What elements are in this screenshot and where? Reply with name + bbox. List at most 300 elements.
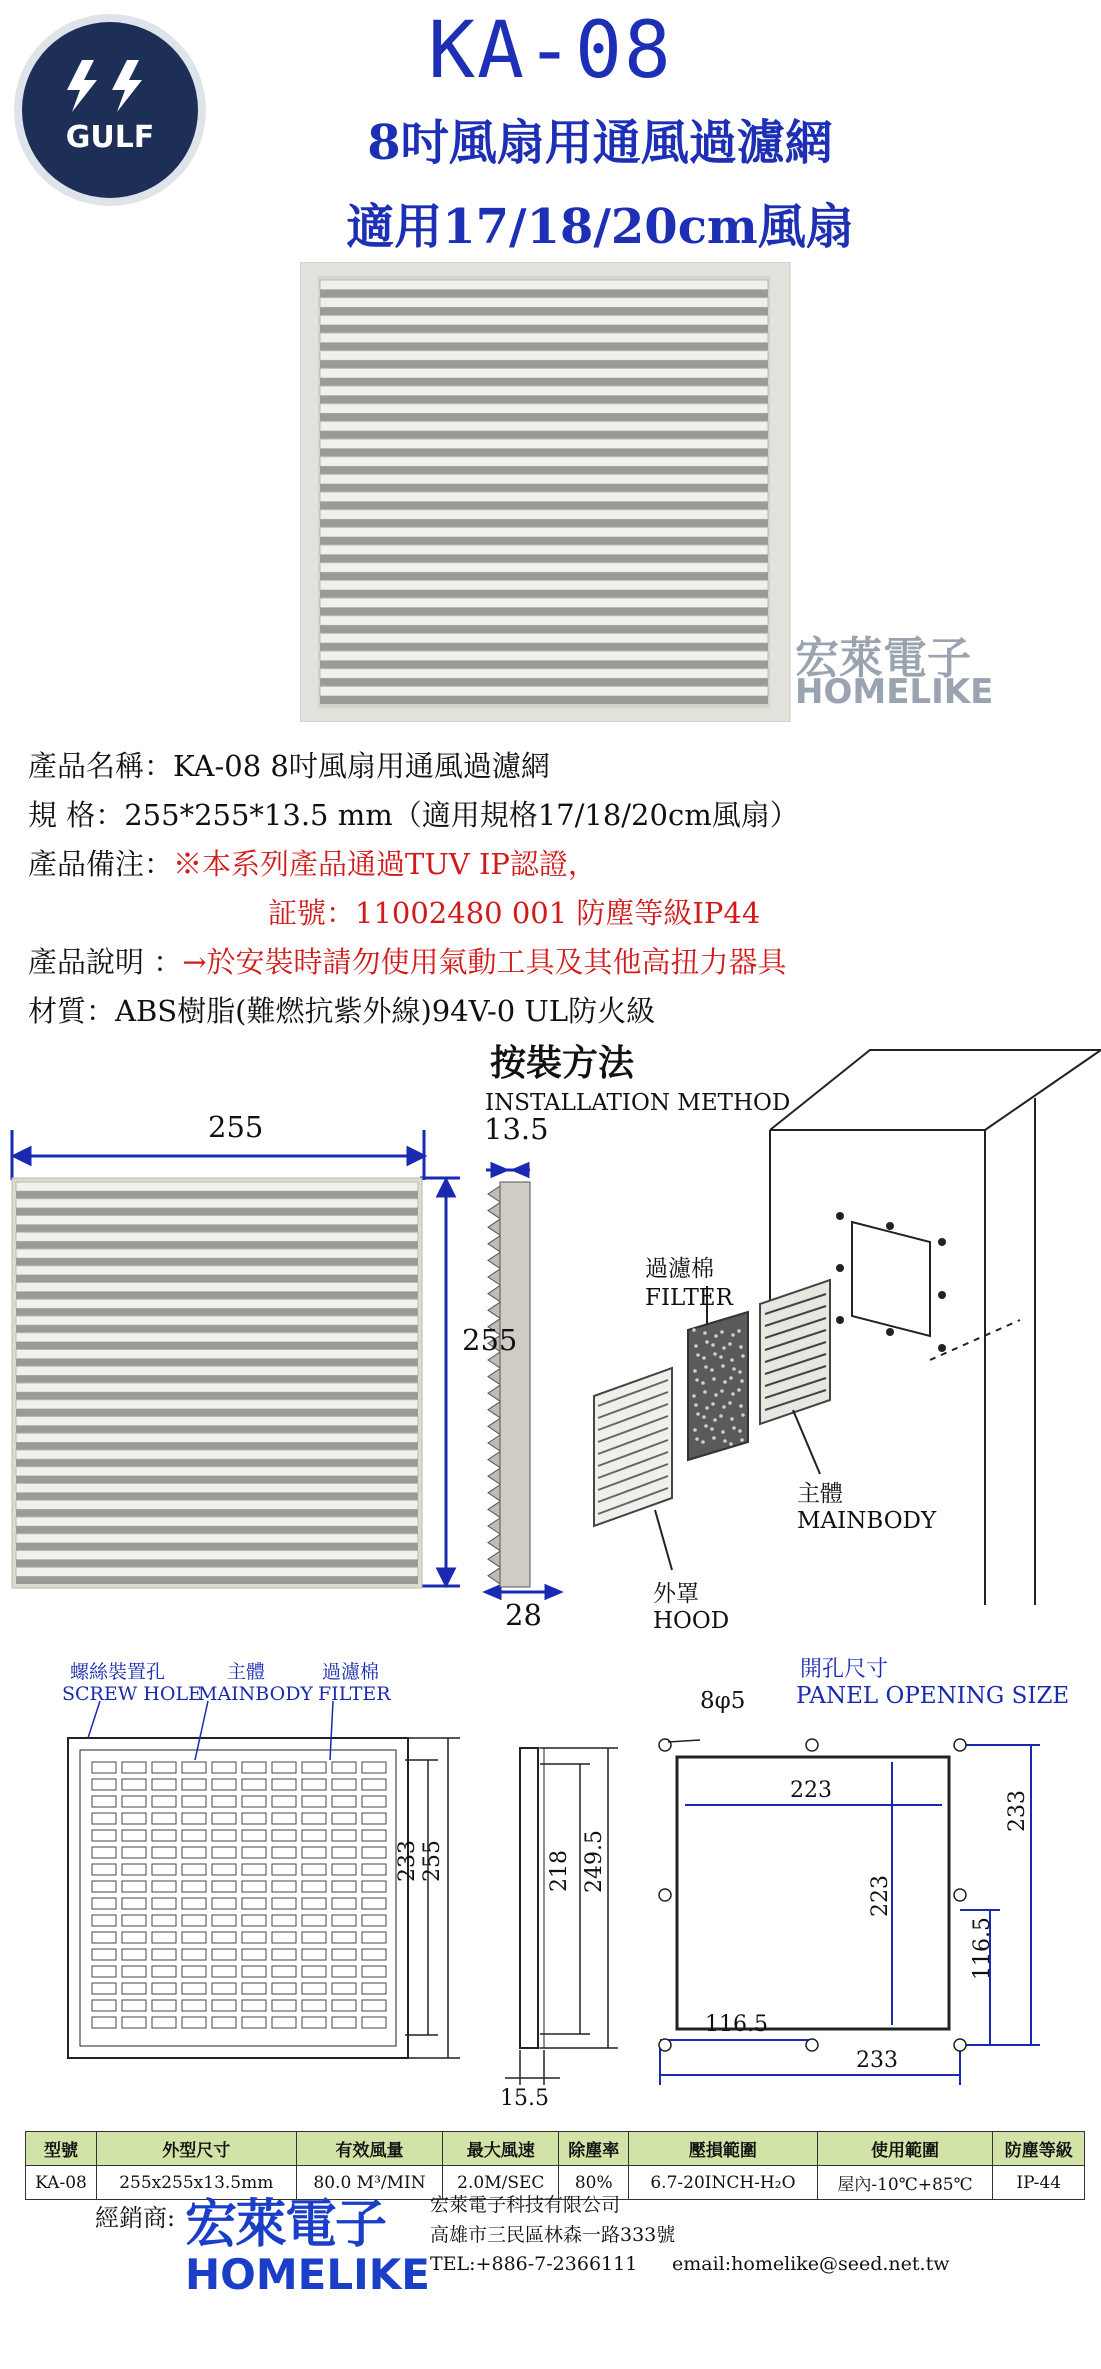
filter-dot <box>710 1368 714 1372</box>
grid-cell <box>272 1983 296 1994</box>
opening-233-width: 233 <box>856 2048 898 2073</box>
grid-cell <box>362 1847 386 1858</box>
filter-dot <box>705 1340 709 1344</box>
grid-cell <box>152 1983 176 1994</box>
filter-dot <box>702 1356 706 1360</box>
grid-cell <box>362 1983 386 1994</box>
louver-slat <box>320 545 768 555</box>
side-tooth <box>488 1302 500 1318</box>
grid-cell <box>122 1932 146 1943</box>
louver-gap <box>16 1292 418 1300</box>
filter-dot <box>714 1334 718 1338</box>
grid-cell <box>332 1932 356 1943</box>
product-photo <box>300 262 820 722</box>
drawing-dim-233: 233 <box>395 1840 420 1882</box>
filter-dot <box>711 1402 715 1406</box>
filter-dot <box>740 1379 744 1383</box>
side-tooth <box>488 1418 500 1434</box>
louver-slat <box>16 1400 418 1409</box>
grid-cell <box>302 1932 326 1943</box>
grid-cell <box>302 1762 326 1773</box>
opening-title-en: PANEL OPENING SIZE <box>796 1683 1070 1709</box>
grid-cell <box>212 1966 236 1977</box>
filter-dot <box>695 1378 699 1382</box>
grid-cell <box>152 1830 176 1841</box>
grid-cell <box>92 1983 116 1994</box>
louver-gap <box>16 1191 418 1199</box>
grid-cell <box>92 1762 116 1773</box>
grid-cell <box>242 1966 266 1977</box>
grid-cell <box>212 1847 236 1858</box>
filter-dot <box>704 1424 708 1428</box>
info-desc <box>28 940 787 981</box>
grid-cell <box>92 1830 116 1841</box>
note-label: 產品備注： <box>28 847 174 881</box>
side-tooth <box>488 1551 500 1567</box>
grid-cell <box>332 1966 356 1977</box>
material-label: 材質： <box>28 994 116 1028</box>
grid-cell <box>302 1881 326 1892</box>
grid-cell <box>182 1796 206 1807</box>
louver-gap <box>16 1258 418 1266</box>
filter-label-cn: 過濾棉 <box>645 1256 714 1282</box>
louver-slat <box>16 1551 418 1560</box>
grid-cell <box>182 1813 206 1824</box>
louver-gap <box>320 519 768 527</box>
grid-cell <box>272 1847 296 1858</box>
grid-cell <box>242 1932 266 1943</box>
grid-cell <box>152 1949 176 1960</box>
grid-cell <box>152 1881 176 1892</box>
side-tooth <box>488 1269 500 1285</box>
side-tooth <box>488 1468 500 1484</box>
louver-gap <box>320 678 768 686</box>
drawing-mainbody-cn: 主體 <box>227 1661 266 1683</box>
grid-cell <box>332 1983 356 1994</box>
spec-label: 規 格： <box>28 798 125 832</box>
louver-slat <box>320 368 768 378</box>
filter-dot <box>704 1365 708 1369</box>
filter-dot <box>723 1439 727 1443</box>
grid-cell <box>332 2017 356 2028</box>
hood-label-cn: 外罩 <box>653 1581 699 1607</box>
table-cell: IP-44 <box>993 2166 1085 2200</box>
louver-slat <box>320 474 768 484</box>
grid-cell <box>362 1813 386 1824</box>
louver-slat <box>320 527 768 537</box>
grid-cell <box>182 2017 206 2028</box>
table-header-cell: 防塵等級 <box>993 2132 1085 2166</box>
grid-cell <box>92 1813 116 1824</box>
louver-gap <box>320 360 768 368</box>
grid-cell <box>212 1983 236 1994</box>
filter-dot <box>732 1367 736 1371</box>
opening-116-5-horizontal: 116.5 <box>705 2012 768 2037</box>
grid-cell <box>332 1779 356 1790</box>
louver-gap <box>320 466 768 474</box>
louver-gap <box>320 661 768 669</box>
louver-gap <box>320 590 768 598</box>
filter-dot <box>728 1342 732 1346</box>
filter-dot <box>731 1333 735 1337</box>
louver-gap <box>16 1342 418 1350</box>
filter-dot <box>694 1403 698 1407</box>
grid-cell <box>152 1966 176 1977</box>
title-line-2: 適用17/18/20cm風扇 <box>346 199 854 255</box>
grid-cell <box>212 1915 236 1926</box>
grid-cell <box>272 2000 296 2011</box>
grid-cell <box>152 1898 176 1909</box>
louver-slat <box>16 1517 418 1526</box>
info-material <box>28 989 655 1030</box>
note-value-1: ※本系列產品通過TUV IP認證， <box>173 847 597 881</box>
opening-title-cn: 開孔尺寸 <box>800 1657 889 1682</box>
side-tooth <box>488 1252 500 1268</box>
filter-dot <box>741 1413 745 1417</box>
grid-cell <box>182 2000 206 2011</box>
grid-cell <box>182 1966 206 1977</box>
side-tooth <box>488 1219 500 1235</box>
grid-cell <box>302 1898 326 1909</box>
grid-cell <box>242 2000 266 2011</box>
desc-label: 產品說明 ： <box>28 945 183 979</box>
grid-cell <box>242 1949 266 1960</box>
grid-cell <box>242 1813 266 1824</box>
footer-brand-en: HOMELIKE <box>185 2250 430 2299</box>
desc-value: →於安裝時請勿使用氣動工具及其他高扭力器具 <box>182 945 787 979</box>
louver-gap <box>16 1241 418 1249</box>
grid-cell <box>242 2017 266 2028</box>
grid-cell <box>152 1813 176 1824</box>
info-name <box>28 744 550 785</box>
drawing-mainbody-en: MAINBODY <box>198 1683 313 1705</box>
louver-slat <box>320 633 768 643</box>
louver-slat <box>16 1182 418 1191</box>
louver-slat <box>320 510 768 520</box>
dim-depth-13-5: 13.5 <box>484 1112 549 1146</box>
louver-slat <box>16 1216 418 1225</box>
grid-cell <box>122 1847 146 1858</box>
filter-dot <box>701 1440 705 1444</box>
louver-gap <box>320 449 768 457</box>
filter-dot <box>713 1352 717 1356</box>
grid-cell <box>272 1779 296 1790</box>
louver-slat <box>16 1567 418 1576</box>
filter-dot <box>720 1389 724 1393</box>
grid-cell <box>332 1830 356 1841</box>
filter-dot <box>719 1414 723 1418</box>
grid-cell <box>92 1898 116 1909</box>
grid-cell <box>212 2017 236 2028</box>
louver-gap <box>320 396 768 404</box>
company-name: 宏萊電子科技有限公司 <box>430 2194 621 2216</box>
grid-cell <box>302 1915 326 1926</box>
grid-cell <box>272 1864 296 1875</box>
louver-gap <box>320 343 768 351</box>
grid-cell <box>272 1966 296 1977</box>
louver-slat <box>16 1484 418 1493</box>
side-tooth <box>488 1186 500 1202</box>
drawing-filter-en: FILTER <box>318 1683 391 1705</box>
grid-cell <box>92 2000 116 2011</box>
filter-dot <box>693 1369 697 1373</box>
grid-cell <box>302 2000 326 2011</box>
louver-slat <box>320 439 768 449</box>
grid-cell <box>152 1796 176 1807</box>
grid-cell <box>92 1779 116 1790</box>
drawing-dim-255: 255 <box>420 1840 445 1882</box>
grid-cell <box>332 1762 356 1773</box>
grid-cell <box>122 1983 146 1994</box>
filter-dot <box>703 1331 707 1335</box>
grid-cell <box>92 1881 116 1892</box>
filter-dot <box>739 1404 743 1408</box>
opening-116-5-vertical: 116.5 <box>970 1917 995 1980</box>
filter-dot <box>702 1415 706 1419</box>
filter-dot <box>728 1401 732 1405</box>
grid-cell <box>362 1966 386 1977</box>
grid-cell <box>122 1915 146 1926</box>
filter-dot <box>737 1388 741 1392</box>
louver-gap <box>16 1526 418 1534</box>
drawing-dim-249-5: 249.5 <box>582 1830 607 1893</box>
louver-slat <box>16 1199 418 1208</box>
grid-cell <box>272 1796 296 1807</box>
grid-cell <box>242 1881 266 1892</box>
grid-cell <box>302 1966 326 1977</box>
table-header-cell: 有效風量 <box>296 2132 443 2166</box>
grid-cell <box>92 1847 116 1858</box>
grid-cell <box>182 1847 206 1858</box>
filter-dot <box>711 1343 715 1347</box>
table-header-cell: 壓損範圍 <box>629 2132 817 2166</box>
side-tooth <box>488 1501 500 1517</box>
grid-cell <box>242 1847 266 1858</box>
technical-drawing <box>0 1700 1101 2120</box>
louver-gap <box>16 1208 418 1216</box>
louver-gap <box>320 572 768 580</box>
louver-gap <box>16 1375 418 1383</box>
filter-dot <box>722 1405 726 1409</box>
side-tooth <box>488 1385 500 1401</box>
dim-height-255: 255 <box>462 1323 518 1357</box>
grid-cell <box>122 1796 146 1807</box>
side-tooth <box>488 1236 500 1252</box>
table-header-cell: 除塵率 <box>559 2132 629 2166</box>
filter-dot <box>705 1406 709 1410</box>
opening-233-height: 233 <box>1005 1790 1030 1832</box>
info-note <box>28 842 597 883</box>
drawing-filter-cn: 過濾棉 <box>322 1661 380 1683</box>
side-tooth <box>488 1568 500 1584</box>
table-header-cell: 最大風速 <box>443 2132 559 2166</box>
table-cell: 255x255x13.5mm <box>97 2166 297 2200</box>
louver-slat <box>16 1366 418 1375</box>
table-cell: KA-08 <box>26 2166 97 2200</box>
grid-cell <box>92 1932 116 1943</box>
filter-dot <box>695 1437 699 1441</box>
louver-slat <box>320 280 768 290</box>
louver-gap <box>16 1409 418 1417</box>
louver-slat <box>320 580 768 590</box>
filter-dot <box>730 1417 734 1421</box>
grid-cell <box>182 1949 206 1960</box>
spec-table-header <box>26 2132 1085 2166</box>
grid-cell <box>212 1932 236 1943</box>
grid-cell <box>362 2017 386 2028</box>
louver-slat <box>320 651 768 661</box>
grid-cell <box>362 1830 386 1841</box>
louver-slat <box>16 1283 418 1292</box>
louver-gap <box>320 378 768 386</box>
filter-dot <box>730 1358 734 1362</box>
grid-cell <box>362 1779 386 1790</box>
filter-dot <box>741 1354 745 1358</box>
logo-text: GULF <box>65 120 155 155</box>
louver-slat <box>320 315 768 325</box>
louver-gap <box>320 502 768 510</box>
grid-cell <box>122 1898 146 1909</box>
grid-cell <box>242 1864 266 1875</box>
louver-gap <box>16 1493 418 1501</box>
louver-slat <box>320 669 768 679</box>
filter-dot <box>719 1355 723 1359</box>
side-tooth <box>488 1435 500 1451</box>
grid-cell <box>182 1762 206 1773</box>
grid-cell <box>152 2000 176 2011</box>
filter-dot <box>696 1412 700 1416</box>
filter-dot <box>701 1381 705 1385</box>
grid-cell <box>152 1779 176 1790</box>
side-tooth <box>488 1485 500 1501</box>
grid-cell <box>92 1949 116 1960</box>
info-spec <box>28 793 799 834</box>
side-tooth <box>488 1452 500 1468</box>
filter-dot <box>739 1345 743 1349</box>
grid-cell <box>152 1915 176 1926</box>
grid-cell <box>122 1949 146 1960</box>
louver-gap <box>320 625 768 633</box>
grid-cell <box>92 1966 116 1977</box>
filter-dot <box>703 1390 707 1394</box>
company-address: 高雄市三民區林森一路333號 <box>430 2224 676 2246</box>
louver-slat <box>16 1417 418 1426</box>
grid-cell <box>332 1915 356 1926</box>
louver-slat <box>320 351 768 361</box>
filter-dot <box>731 1392 735 1396</box>
louver-gap <box>16 1325 418 1333</box>
table-header-cell: 外型尺寸 <box>97 2132 297 2166</box>
louver-gap <box>16 1225 418 1233</box>
table-cell: 80% <box>559 2166 629 2200</box>
hood-label-en: HOOD <box>653 1608 730 1634</box>
grid-cell <box>362 1932 386 1943</box>
spec-value: 255*255*13.5 mm（適用規格17/18/20cm風扇） <box>124 798 799 832</box>
grid-cell <box>362 1796 386 1807</box>
table-header-cell: 使用範圍 <box>817 2132 993 2166</box>
louver-slat <box>16 1383 418 1392</box>
grid-cell <box>152 2017 176 2028</box>
louver-gap <box>16 1459 418 1467</box>
grid-cell <box>122 1966 146 1977</box>
grid-cell <box>332 2000 356 2011</box>
louver-gap <box>320 696 768 704</box>
grid-cell <box>272 1932 296 1943</box>
side-tooth <box>488 1535 500 1551</box>
louver-slat <box>320 616 768 626</box>
louver-slat <box>320 404 768 414</box>
drawing-dim-218: 218 <box>547 1850 572 1892</box>
grid-cell <box>122 1881 146 1892</box>
grid-cell <box>302 1847 326 1858</box>
louver-gap <box>320 431 768 439</box>
grid-cell <box>152 1847 176 1858</box>
grid-cell <box>242 1983 266 1994</box>
louver-gap <box>16 1275 418 1283</box>
grid-cell <box>332 1898 356 1909</box>
louver-slat <box>320 686 768 696</box>
louver-gap <box>16 1576 418 1584</box>
screw-hole-en: SCREW HOLE <box>62 1683 202 1705</box>
screw-hole-cn: 螺絲裝置孔 <box>70 1661 166 1683</box>
material-value: ABS樹脂(難燃抗紫外線)94V-0 UL防火級 <box>115 994 656 1028</box>
grid-cell <box>212 2000 236 2011</box>
louver-slat <box>320 386 768 396</box>
grid-cell <box>122 1830 146 1841</box>
opening-223-width: 223 <box>790 1778 832 1803</box>
hole-note: 8φ5 <box>700 1688 746 1714</box>
installation-title-cn: 按裝方法 <box>490 1042 635 1084</box>
table-header-cell: 型號 <box>26 2132 97 2166</box>
grid-cell <box>122 1779 146 1790</box>
louver-gap <box>16 1543 418 1551</box>
louver-gap <box>320 608 768 616</box>
grid-cell <box>302 1779 326 1790</box>
louver-slat <box>16 1350 418 1359</box>
louver-slat <box>16 1249 418 1258</box>
louver-gap <box>16 1308 418 1316</box>
grid-cell <box>242 1796 266 1807</box>
grid-cell <box>362 1915 386 1926</box>
louver-gap <box>16 1442 418 1450</box>
grid-cell <box>362 1881 386 1892</box>
side-tooth <box>488 1286 500 1302</box>
grid-cell <box>92 2017 116 2028</box>
louver-slat <box>320 492 768 502</box>
grid-cell <box>272 1898 296 1909</box>
grid-cell <box>302 1983 326 1994</box>
grid-cell <box>92 1864 116 1875</box>
louver-slat <box>320 333 768 343</box>
side-tooth <box>488 1369 500 1385</box>
grid-cell <box>242 1915 266 1926</box>
grid-cell <box>272 2017 296 2028</box>
grid-cell <box>332 1881 356 1892</box>
grid-cell <box>242 1898 266 1909</box>
grid-cell <box>212 1830 236 1841</box>
louver-slat <box>16 1333 418 1342</box>
louver-slat <box>320 421 768 431</box>
filter-label-en: FILTER <box>645 1285 733 1311</box>
grid-cell <box>272 1915 296 1926</box>
filter-dot <box>692 1328 696 1332</box>
louver-slat <box>16 1316 418 1325</box>
grid-cell <box>182 1983 206 1994</box>
filter-dot <box>712 1377 716 1381</box>
title-line-1: 8吋風扇用通風過濾網 <box>367 115 833 171</box>
filter-dot <box>692 1394 696 1398</box>
grid-cell <box>302 1813 326 1824</box>
